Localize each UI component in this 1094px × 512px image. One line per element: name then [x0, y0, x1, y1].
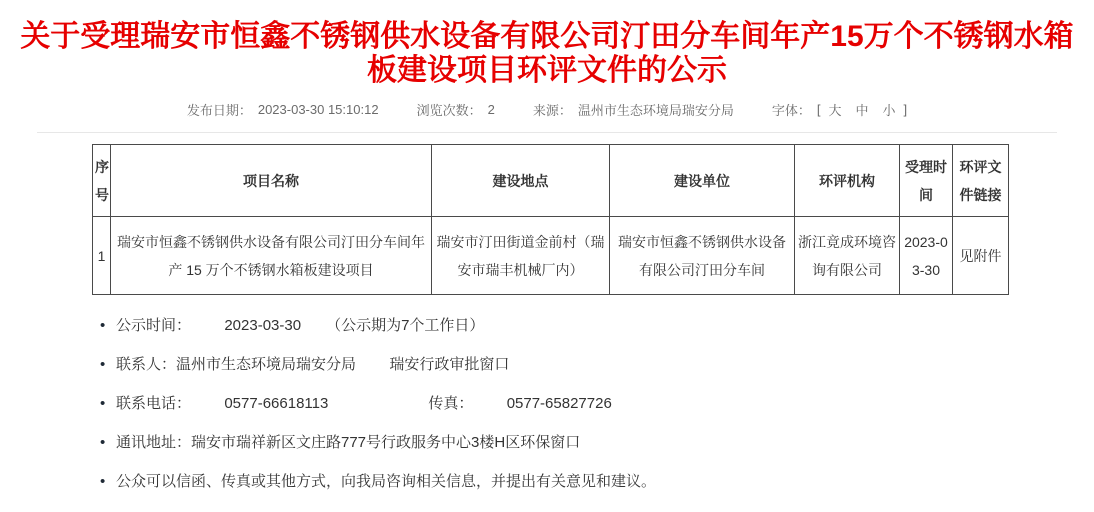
col-header-location: 建设地点	[432, 145, 610, 217]
note-contact-phone: • 联系电话： 0577-66618113 传真： 0577-65827726	[100, 395, 1094, 413]
note-public-feedback: • 公众可以信函、传真或其他方式，向我局咨询相关信息，并提出有关意见和建议。	[100, 473, 1094, 491]
page-title: 关于受理瑞安市恒鑫不锈钢供水设备有限公司汀田分车间年产15万个不锈钢水箱板建设项目环评文件的公示	[20, 20, 1074, 87]
cell-index: 1	[93, 217, 111, 295]
views-label: 浏览次数：	[416, 103, 482, 118]
cell-location: 瑞安市汀田街道金前村（瑞安市瑞丰机械厂内）	[432, 217, 610, 295]
acceptance-table	[92, 144, 1009, 295]
font-size-medium-link[interactable]: 中	[855, 103, 869, 118]
note-publicity-period: • 公示时间： 2023-03-30 （公示期为7个工作日）	[100, 317, 1094, 335]
col-header-accept-date: 受理时间	[900, 145, 953, 217]
table-header-row	[93, 145, 1009, 217]
cell-accept-date: 2023-03-30	[900, 217, 953, 295]
font-size-bracket-close: ]	[903, 102, 908, 117]
cell-eia-agency: 浙江竟成环境咨询有限公司	[795, 217, 900, 295]
notes-list	[100, 317, 1094, 491]
font-size-large-link[interactable]: 大	[828, 103, 842, 118]
font-size-switcher	[772, 100, 907, 119]
cell-project-name: 瑞安市恒鑫不锈钢供水设备有限公司汀田分车间年产 15 万个不锈钢水箱板建设项目	[111, 217, 432, 295]
source-group	[533, 100, 734, 119]
attachment-link[interactable]: 见附件	[959, 247, 1002, 264]
publish-date-label: 发布日期：	[186, 103, 252, 118]
note-contact-person: • 联系人：温州市生态环境局瑞安分局 瑞安行政审批窗口	[100, 356, 1094, 374]
col-header-eia-agency: 环评机构	[795, 145, 900, 217]
source-label: 来源：	[532, 103, 572, 118]
publish-date-value: 2023-03-30 15:10:12	[257, 102, 379, 117]
views-value: 2	[487, 102, 495, 117]
cell-doc-link	[953, 217, 1009, 295]
table-row	[93, 217, 1009, 295]
col-header-index: 序号	[93, 145, 111, 217]
source-value: 温州市生态环境局瑞安分局	[577, 103, 734, 118]
col-header-company: 建设单位	[610, 145, 795, 217]
views-group	[417, 100, 495, 119]
col-header-project-name: 项目名称	[111, 145, 432, 217]
meta-bar	[0, 100, 1094, 119]
title-divider	[37, 132, 1057, 133]
note-mailing-address: • 通讯地址：瑞安市瑞祥新区文庄路777号行政服务中心3楼H区环保窗口	[100, 434, 1094, 452]
cell-company: 瑞安市恒鑫不锈钢供水设备有限公司汀田分车间	[610, 217, 795, 295]
col-header-doc-link: 环评文件链接	[953, 145, 1009, 217]
font-size-bracket-open: [	[816, 102, 821, 117]
font-size-label: 字体：	[771, 103, 811, 118]
publish-date-group	[187, 100, 379, 119]
font-size-small-link[interactable]: 小	[882, 103, 896, 118]
